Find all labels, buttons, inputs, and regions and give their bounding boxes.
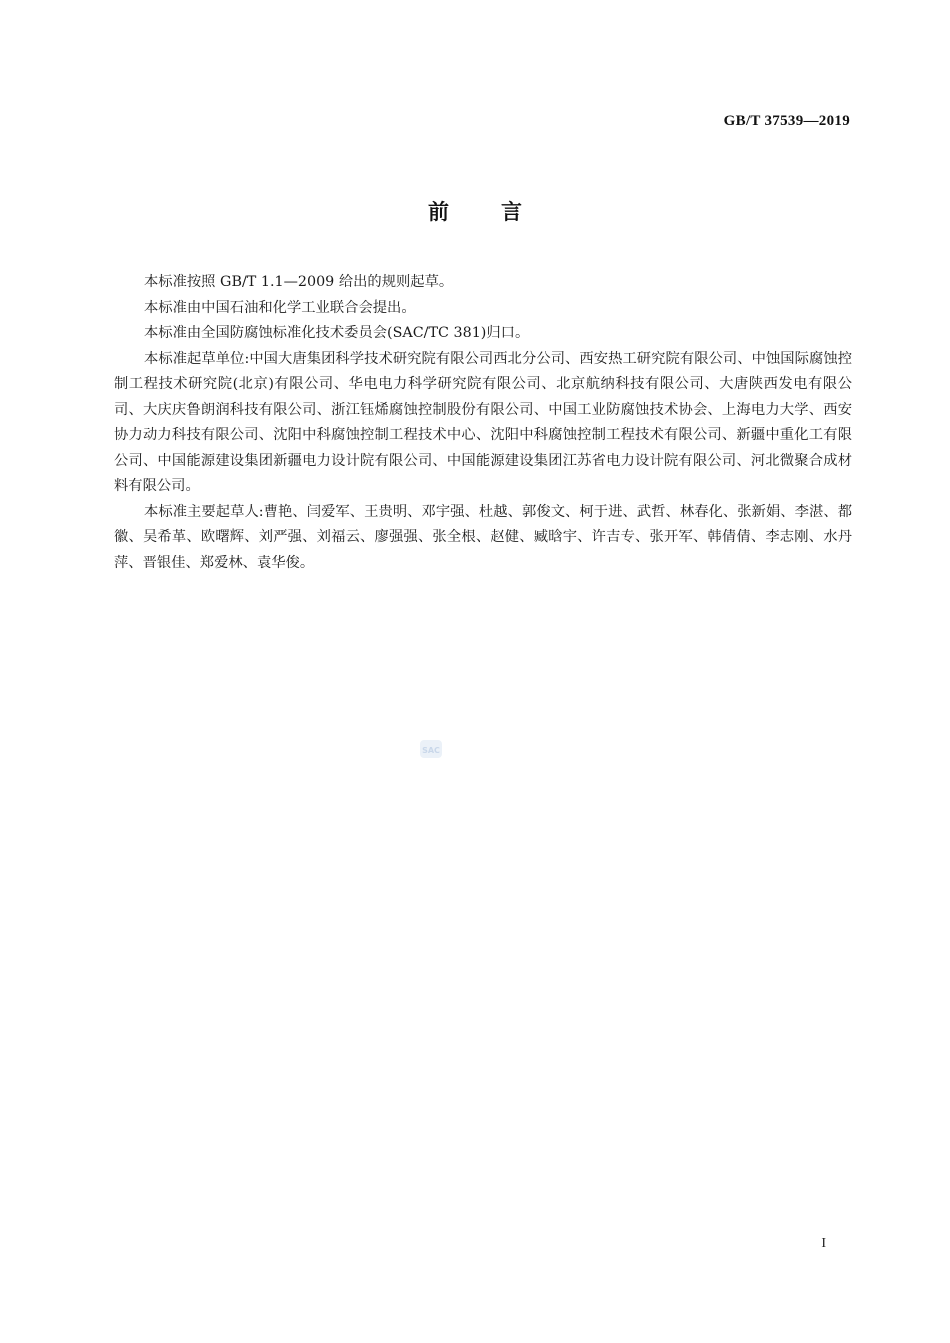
paragraph-drafting-units: 本标准起草单位:中国大唐集团科学技术研究院有限公司西北分公司、西安热工研究院有限公司、中蚀国际腐蚀控制工程技术研究院(北京)有限公司、华电电力科学研究院有限公司、北京航纳科技有限公司、大唐陕西发电有限公司、大庆庆鲁朗润科技有限公司、浙江钰烯腐蚀控制股份有限公司、中国工业防腐蚀技术协会、上海电力大学、西安协力动力科技有限公司、沈阳中科腐蚀控制工程技术中心、沈阳中科腐蚀控制工程技术有限公司、新疆中重化工有限公司、中国能源建设集团新疆电力设计院有限公司、中国能源建设集团江苏省电力设计院有限公司、河北微聚合成材料有限公司。: [114, 350, 852, 494]
page-number: I: [821, 1236, 826, 1251]
paragraph-drafting-rules: 本标准按照 GB/T 1.1—2009 给出的规则起草。: [144, 274, 454, 290]
standard-number: GB/T 37539—2019: [723, 113, 850, 129]
paragraph-proposer: 本标准由中国石油和化学工业联合会提出。: [144, 299, 416, 316]
page-title: 前言: [428, 200, 574, 224]
sac-logo-icon: [419, 738, 443, 760]
paragraph-centralized-by: 本标准由全国防腐蚀标准化技术委员会(SAC/TC 381)归口。: [144, 325, 530, 341]
foreword-body: [114, 270, 852, 576]
svg-text:SAC: SAC: [422, 746, 440, 755]
sac-watermark-logo: [419, 738, 443, 760]
paragraph-drafters: 本标准主要起草人:曹艳、闫爱军、王贵明、邓宇强、杜越、郭俊文、柯于进、武哲、林春化、张新娟、李湛、都徽、吴希革、欧曙辉、刘严强、刘福云、廖强强、张全根、赵健、臧晗宇、许吉专、张开军、韩倩倩、李志刚、水丹萍、晋银佳、郑爱林、袁华俊。: [114, 503, 852, 571]
